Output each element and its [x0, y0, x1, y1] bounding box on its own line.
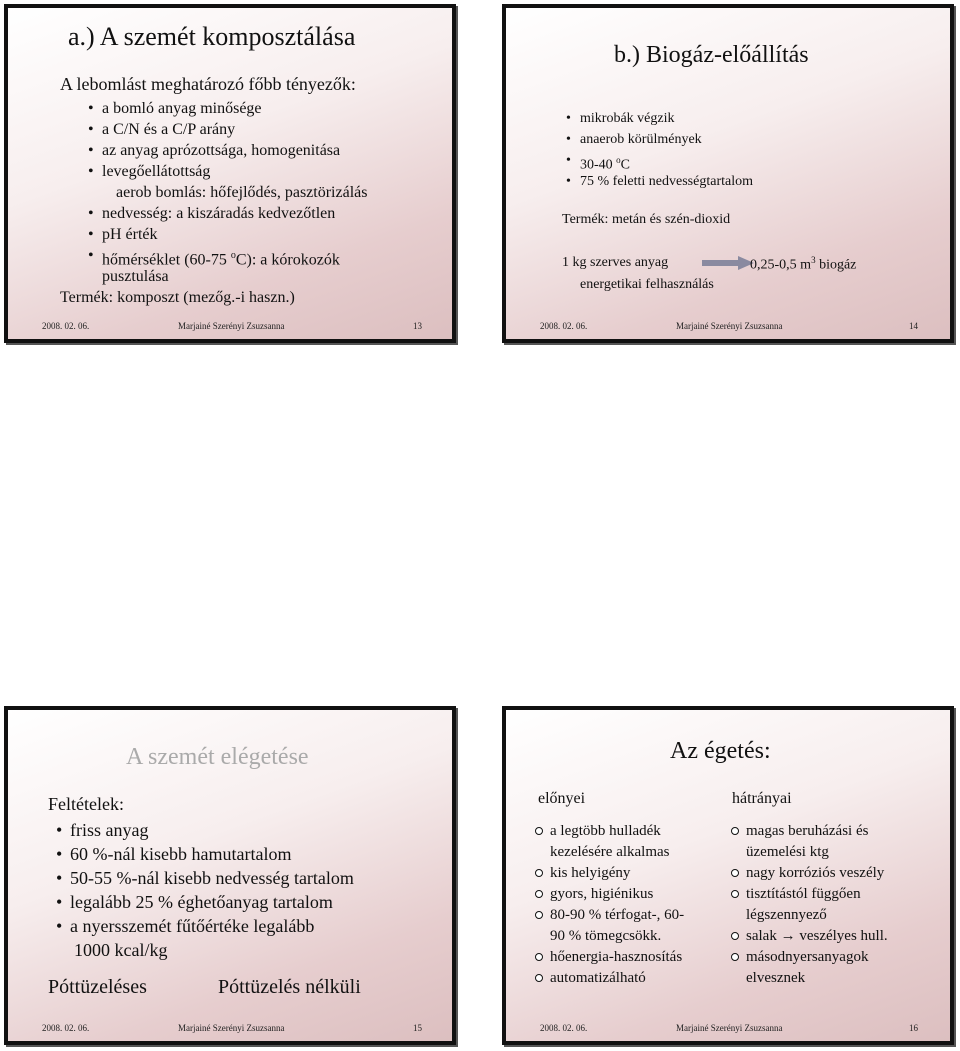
- output-text: 0,25-0,5 $m^3$ biogáz: [750, 255, 857, 273]
- list-item-cont: 1000 kcal/kg: [74, 940, 168, 960]
- list-item: • az anyag aprózottsága, homogenitása: [102, 140, 340, 161]
- footer-date: 2008. 02. 06.: [540, 1023, 588, 1033]
- usage-text: energetikai felhasználás: [580, 277, 714, 292]
- slide-15: [4, 706, 456, 1045]
- list-item: • 30-40 $^o$C: [580, 150, 630, 176]
- list-item: • a nyersszemét fűtőértéke legalább: [70, 914, 314, 938]
- footer-date: 2008. 02. 06.: [42, 321, 90, 331]
- list-item: • pH érték: [102, 224, 158, 245]
- input-text: 1 kg szerves anyag: [562, 255, 669, 270]
- list-item: 80-90 % térfogat-, 60-: [550, 905, 684, 926]
- footer-date: 2008. 02. 06.: [540, 321, 588, 331]
- list-item-cont: légszennyező: [746, 907, 827, 923]
- list-item: a legtöbb hulladék: [550, 821, 661, 842]
- conditions-label: Feltételek:: [48, 794, 124, 814]
- list-item: kis helyigény: [550, 863, 630, 884]
- list-item: • hőmérséklet (60-75 $^o$C): a kórokozók: [102, 245, 340, 270]
- list-item-cont: 90 % tömegcsökk.: [550, 928, 662, 944]
- list-item: tisztítástól függően: [746, 884, 861, 905]
- slide-16: [502, 706, 954, 1045]
- list-item: automatizálható: [550, 968, 646, 989]
- product-line: Termék: komposzt (mezőg.-i haszn.): [60, 289, 295, 306]
- option-left: Póttüzeléses: [48, 976, 147, 998]
- slide-title: Az égetés:: [670, 738, 771, 764]
- footer-page: 13: [413, 321, 422, 331]
- footer-page: 14: [909, 321, 918, 331]
- option-right: Póttüzelés nélküli: [218, 976, 361, 998]
- list-item-cont: kezelésére alkalmas: [550, 844, 670, 860]
- list-item: másodnyersanyagok: [746, 947, 868, 968]
- arrow-right-icon: [702, 256, 754, 270]
- footer-page: 15: [413, 1023, 422, 1033]
- product-line: Termék: metán és szén-dioxid: [562, 212, 731, 227]
- list-item: • levegőellátottság: [102, 161, 210, 182]
- list-item: • nedvesség: a kiszáradás kedvezőtlen: [102, 203, 335, 224]
- list-item: • legalább 25 % éghetőanyag tartalom: [70, 890, 333, 914]
- list-item-cont: pusztulása: [102, 268, 169, 285]
- list-item: • 75 % feletti nedvességtartalom: [580, 171, 753, 192]
- list-item: hőenergia-hasznosítás: [550, 947, 682, 968]
- footer-author: Marjainé Szerényi Zsuzsanna: [178, 1023, 285, 1033]
- slide-title: b.) Biogáz-előállítás: [614, 42, 809, 68]
- footer-date: 2008. 02. 06.: [42, 1023, 90, 1033]
- list-item: • a C/N és a C/P arány: [102, 119, 235, 140]
- footer-page: 16: [909, 1023, 918, 1033]
- slide-14: [502, 4, 954, 343]
- slide-title: A szemét elégetése: [126, 744, 309, 770]
- list-item: • a bomló anyag minősége: [102, 98, 262, 119]
- footer-author: Marjainé Szerényi Zsuzsanna: [676, 1023, 783, 1033]
- list-item: • 50-55 %-nál kisebb nedvesség tartalom: [70, 866, 354, 890]
- list-item: • 60 %-nál kisebb hamutartalom: [70, 842, 291, 866]
- list-item: • anaerob körülmények: [580, 129, 702, 150]
- list-item: • mikrobák végzik: [580, 108, 674, 129]
- list-item: magas beruházási és: [746, 821, 868, 842]
- cons-label: hátrányai: [732, 790, 792, 807]
- footer-author: Marjainé Szerényi Zsuzsanna: [676, 321, 783, 331]
- list-item: nagy korróziós veszély: [746, 863, 884, 884]
- slide-subtitle: A lebomlást meghatározó főbb tényezők:: [60, 74, 356, 94]
- list-item-cont: üzemelési ktg: [746, 844, 829, 860]
- slide-13: [4, 4, 456, 343]
- slide-title: a.) A szemét komposztálása: [68, 22, 356, 51]
- sub-item: aerob bomlás: hőfejlődés, pasztörizálás: [116, 184, 368, 201]
- arrow-right-icon: →: [780, 928, 796, 944]
- pros-label: előnyei: [538, 790, 586, 807]
- list-item: salak → veszélyes hull.: [746, 926, 888, 947]
- footer-author: Marjainé Szerényi Zsuzsanna: [178, 321, 285, 331]
- list-item: gyors, higiénikus: [550, 884, 653, 905]
- list-item-cont: elvesznek: [746, 970, 806, 986]
- list-item: • friss anyag: [70, 818, 148, 842]
